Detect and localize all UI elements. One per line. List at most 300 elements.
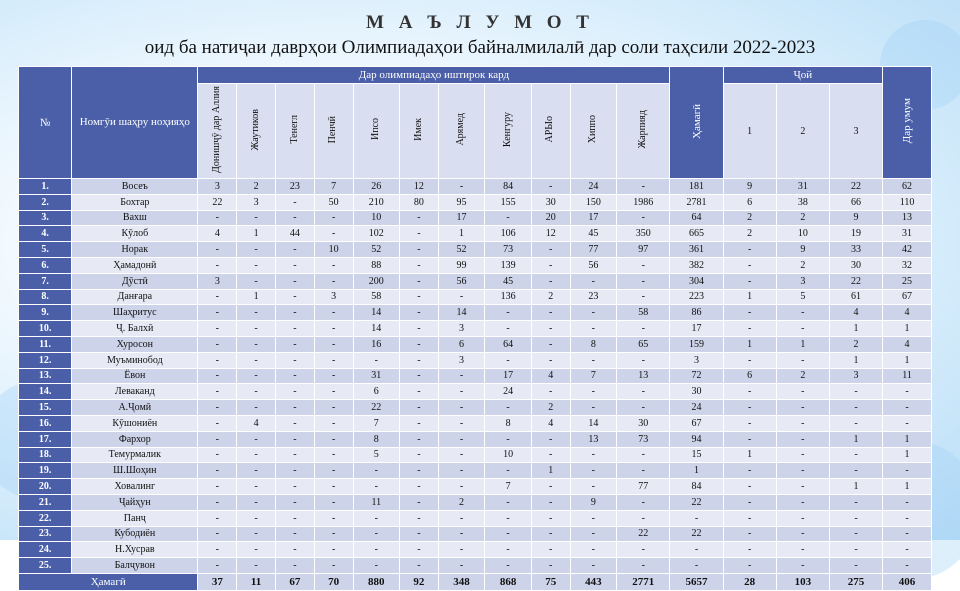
row-total: 72	[670, 368, 723, 384]
district-name: Балҷувон	[72, 558, 198, 574]
district-name: Н.Хусрав	[72, 542, 198, 558]
olympiad-count: 77	[570, 242, 617, 258]
olympiad-count: -	[237, 510, 276, 526]
olympiad-count: -	[531, 384, 570, 400]
olympiad-count: -	[275, 210, 314, 226]
row-total: 3	[670, 352, 723, 368]
olympiad-count: -	[438, 384, 485, 400]
olympiad-count: 52	[438, 242, 485, 258]
olympiad-count: -	[314, 273, 353, 289]
olympiad-count: 14	[353, 321, 400, 337]
olympiad-count: -	[570, 305, 617, 321]
olympiad-count: -	[198, 431, 237, 447]
row-total: -	[670, 542, 723, 558]
table-row	[19, 321, 932, 337]
footer-label: Ҳамагӣ	[19, 573, 198, 590]
olympiad-count: -	[353, 558, 400, 574]
place-count: 1	[829, 431, 882, 447]
olympiad-count: -	[485, 321, 532, 337]
olympiad-count: -	[400, 289, 439, 305]
olympiad-count: -	[198, 352, 237, 368]
olympiad-count: 64	[485, 336, 532, 352]
row-total: 361	[670, 242, 723, 258]
footer-cell: 880	[353, 573, 400, 590]
header-olympiad: Тенегл	[275, 84, 314, 179]
table-row	[19, 336, 932, 352]
olympiad-count: -	[275, 447, 314, 463]
place-sum: -	[883, 526, 932, 542]
olympiad-count: -	[617, 257, 670, 273]
olympiad-count: -	[531, 479, 570, 495]
district-name: Кубодиён	[72, 526, 198, 542]
olympiad-count: -	[198, 400, 237, 416]
place-count: -	[829, 400, 882, 416]
olympiad-count: -	[314, 463, 353, 479]
place-count: -	[829, 447, 882, 463]
place-sum: 62	[883, 179, 932, 195]
row-number: 6.	[19, 257, 72, 273]
olympiad-count: -	[531, 242, 570, 258]
olympiad-count: -	[198, 242, 237, 258]
place-count: 31	[776, 179, 829, 195]
olympiad-count: 44	[275, 226, 314, 242]
row-number: 16.	[19, 415, 72, 431]
olympiad-count: -	[400, 400, 439, 416]
row-number: 1.	[19, 179, 72, 195]
table-row	[19, 289, 932, 305]
place-sum: 4	[883, 305, 932, 321]
olympiad-count: 56	[570, 257, 617, 273]
olympiad-count: -	[275, 368, 314, 384]
place-count: 3	[776, 273, 829, 289]
olympiad-count: -	[438, 526, 485, 542]
olympiad-count: -	[198, 289, 237, 305]
olympiad-count: -	[531, 510, 570, 526]
header-place-total: Дар умум	[883, 67, 932, 179]
olympiad-count: -	[400, 305, 439, 321]
olympiad-count: -	[570, 321, 617, 337]
olympiad-count: -	[400, 415, 439, 431]
district-name: Ховалинг	[72, 479, 198, 495]
olympiad-count: -	[314, 510, 353, 526]
olympiad-count: -	[314, 384, 353, 400]
district-name: Норак	[72, 242, 198, 258]
olympiad-count: 1	[237, 226, 276, 242]
olympiad-count: -	[570, 479, 617, 495]
place-count: -	[776, 542, 829, 558]
row-number: 9.	[19, 305, 72, 321]
table-row	[19, 510, 932, 526]
olympiad-count: -	[531, 273, 570, 289]
place-count: 1	[829, 479, 882, 495]
olympiad-count: -	[314, 431, 353, 447]
olympiad-count: -	[531, 305, 570, 321]
olympiad-count: -	[198, 368, 237, 384]
olympiad-count: -	[400, 352, 439, 368]
footer-cell: 11	[237, 573, 276, 590]
olympiad-count: -	[400, 463, 439, 479]
olympiad-count: 10	[485, 447, 532, 463]
olympiad-count: -	[198, 494, 237, 510]
olympiad-count: 4	[531, 415, 570, 431]
table-row	[19, 384, 932, 400]
header-olympiad: Хиппо	[570, 84, 617, 179]
place-count: -	[723, 526, 776, 542]
row-number: 17.	[19, 431, 72, 447]
olympiad-count: -	[531, 257, 570, 273]
olympiad-count: 1986	[617, 194, 670, 210]
olympiad-count: -	[314, 415, 353, 431]
place-sum: 1	[883, 447, 932, 463]
olympiad-count: 24	[485, 384, 532, 400]
olympiad-count: -	[198, 384, 237, 400]
header-olympiad: Жаутиков	[237, 84, 276, 179]
olympiad-count: -	[570, 558, 617, 574]
place-count: -	[829, 510, 882, 526]
place-count: -	[776, 526, 829, 542]
row-total: 22	[670, 494, 723, 510]
olympiad-count: -	[237, 210, 276, 226]
row-number: 22.	[19, 510, 72, 526]
place-count: 2	[776, 210, 829, 226]
row-number: 18.	[19, 447, 72, 463]
header-olympiad: Донишҷӯ дар Аллия	[198, 84, 237, 179]
place-count: 1	[829, 321, 882, 337]
place-count: 1	[776, 336, 829, 352]
olympiad-count: -	[485, 510, 532, 526]
footer-cell: 67	[275, 573, 314, 590]
olympiad-count: -	[237, 542, 276, 558]
olympiad-count: -	[275, 194, 314, 210]
olympiad-count: -	[353, 463, 400, 479]
olympiad-count: 3	[198, 179, 237, 195]
district-name: Данғара	[72, 289, 198, 305]
table-row	[19, 194, 932, 210]
row-total: 159	[670, 336, 723, 352]
olympiad-count: -	[275, 384, 314, 400]
row-number: 19.	[19, 463, 72, 479]
olympiad-count: -	[275, 431, 314, 447]
olympiad-count: -	[400, 526, 439, 542]
place-sum: -	[883, 384, 932, 400]
district-name: Хуросон	[72, 336, 198, 352]
olympiad-count: -	[485, 400, 532, 416]
olympiad-count: 65	[617, 336, 670, 352]
olympiad-count: -	[438, 558, 485, 574]
olympiad-count: -	[353, 352, 400, 368]
olympiad-count: 97	[617, 242, 670, 258]
olympiad-count: -	[237, 384, 276, 400]
row-total: 64	[670, 210, 723, 226]
header-number: №	[19, 67, 72, 179]
olympiad-count: 7	[353, 415, 400, 431]
district-name: Ҷ. Балхӣ	[72, 321, 198, 337]
place-count: 1	[723, 447, 776, 463]
olympiad-count: 58	[617, 305, 670, 321]
olympiad-count: -	[485, 494, 532, 510]
olympiad-count: -	[275, 510, 314, 526]
district-name: Кӯлоб	[72, 226, 198, 242]
olympiad-count: 50	[314, 194, 353, 210]
olympiad-count: -	[198, 336, 237, 352]
header-place: Ҷой	[723, 67, 883, 84]
olympiad-count: -	[275, 542, 314, 558]
olympiad-count: 2	[531, 400, 570, 416]
place-count: -	[829, 558, 882, 574]
place-count: 10	[776, 226, 829, 242]
olympiad-count: 350	[617, 226, 670, 242]
place-count: -	[776, 305, 829, 321]
row-total: 1	[670, 463, 723, 479]
header-olympiad: Жарпияд	[617, 84, 670, 179]
olympiad-count: -	[400, 384, 439, 400]
row-total: 22	[670, 526, 723, 542]
place-count: -	[723, 510, 776, 526]
place-sum: 31	[883, 226, 932, 242]
olympiad-count: 23	[275, 179, 314, 195]
row-total: 84	[670, 479, 723, 495]
olympiad-count: 22	[353, 400, 400, 416]
place-sum: 110	[883, 194, 932, 210]
olympiad-count: 7	[570, 368, 617, 384]
olympiad-count: 1	[531, 463, 570, 479]
olympiad-count: 88	[353, 257, 400, 273]
olympiad-count: -	[198, 510, 237, 526]
olympiad-count: -	[237, 321, 276, 337]
olympiad-count: 14	[570, 415, 617, 431]
olympiad-count: -	[438, 179, 485, 195]
footer-cell: 70	[314, 573, 353, 590]
olympiad-count: -	[570, 273, 617, 289]
district-name: Панҷ	[72, 510, 198, 526]
place-count: 4	[829, 305, 882, 321]
district-name: А.Ҷомӣ	[72, 400, 198, 416]
row-number: 25.	[19, 558, 72, 574]
olympiad-count: 73	[485, 242, 532, 258]
row-total: 223	[670, 289, 723, 305]
olympiad-count: -	[531, 336, 570, 352]
olympiad-count: -	[198, 257, 237, 273]
table-row	[19, 415, 932, 431]
olympiad-count: -	[237, 368, 276, 384]
district-name: Вахш	[72, 210, 198, 226]
table-row	[19, 463, 932, 479]
olympiad-count: 8	[353, 431, 400, 447]
olympiad-count: 77	[617, 479, 670, 495]
footer-place: 28	[723, 573, 776, 590]
olympiad-count: 17	[438, 210, 485, 226]
place-count: 3	[829, 368, 882, 384]
row-total: 181	[670, 179, 723, 195]
olympiad-count: -	[531, 494, 570, 510]
footer-place: 275	[829, 573, 882, 590]
olympiad-count: -	[198, 321, 237, 337]
row-number: 8.	[19, 289, 72, 305]
district-name: Ш.Шоҳин	[72, 463, 198, 479]
olympiad-count: -	[400, 558, 439, 574]
olympiad-count: 22	[617, 526, 670, 542]
olympiad-count: -	[237, 305, 276, 321]
place-count: 6	[723, 194, 776, 210]
row-total: 382	[670, 257, 723, 273]
olympiad-count: -	[237, 242, 276, 258]
olympiad-count: -	[353, 526, 400, 542]
olympiad-count: -	[314, 210, 353, 226]
olympiad-count: 11	[353, 494, 400, 510]
olympiad-count: 7	[485, 479, 532, 495]
table-row	[19, 494, 932, 510]
table-row	[19, 352, 932, 368]
olympiad-count: -	[237, 257, 276, 273]
olympiad-count: -	[314, 542, 353, 558]
olympiad-count: 4	[198, 226, 237, 242]
olympiad-count: 30	[617, 415, 670, 431]
place-count: 9	[829, 210, 882, 226]
row-total: 2781	[670, 194, 723, 210]
table-row	[19, 542, 932, 558]
olympiad-count: -	[438, 510, 485, 526]
olympiad-count: 45	[485, 273, 532, 289]
olympiad-count: -	[485, 210, 532, 226]
olympiad-count: -	[617, 210, 670, 226]
place-count: -	[776, 463, 829, 479]
place-count: 2	[829, 336, 882, 352]
olympiad-count: 84	[485, 179, 532, 195]
olympiad-count: 155	[485, 194, 532, 210]
olympiad-count: -	[198, 526, 237, 542]
header-olympiad: Ипсо	[353, 84, 400, 179]
row-number: 24.	[19, 542, 72, 558]
olympiad-count: 13	[617, 368, 670, 384]
place-count: -	[723, 321, 776, 337]
olympiad-count: -	[485, 558, 532, 574]
olympiad-count: -	[237, 526, 276, 542]
footer-cell: 75	[531, 573, 570, 590]
row-total: 665	[670, 226, 723, 242]
place-sum: -	[883, 415, 932, 431]
place-sum: 13	[883, 210, 932, 226]
place-count: -	[723, 558, 776, 574]
place-count: -	[723, 431, 776, 447]
table-row	[19, 226, 932, 242]
place-count: 9	[776, 242, 829, 258]
district-name: Восеъ	[72, 179, 198, 195]
place-sum: 4	[883, 336, 932, 352]
olympiad-count: 95	[438, 194, 485, 210]
district-name: Ҷайҳун	[72, 494, 198, 510]
footer-cell: 2771	[617, 573, 670, 590]
olympiad-count: -	[275, 242, 314, 258]
table-row	[19, 479, 932, 495]
olympiad-count: -	[617, 463, 670, 479]
table-row	[19, 368, 932, 384]
olympiad-count: -	[617, 384, 670, 400]
row-number: 15.	[19, 400, 72, 416]
place-count: -	[776, 384, 829, 400]
row-total: 24	[670, 400, 723, 416]
olympiad-count: -	[485, 352, 532, 368]
place-count: -	[829, 384, 882, 400]
olympiad-count: -	[237, 558, 276, 574]
table-row	[19, 210, 932, 226]
olympiad-count: 200	[353, 273, 400, 289]
olympiad-count: -	[198, 542, 237, 558]
olympiad-count: -	[438, 479, 485, 495]
olympiad-count: -	[617, 179, 670, 195]
olympiad-count: -	[314, 526, 353, 542]
olympiad-count: -	[314, 305, 353, 321]
place-count: -	[776, 494, 829, 510]
olympiad-count: -	[275, 273, 314, 289]
row-total: 30	[670, 384, 723, 400]
olympiad-count: 7	[314, 179, 353, 195]
olympiad-count: -	[617, 289, 670, 305]
table-body	[19, 179, 932, 574]
olympiad-count: -	[198, 479, 237, 495]
olympiad-count: 3	[314, 289, 353, 305]
district-name: Ёвон	[72, 368, 198, 384]
olympiad-count: 3	[438, 352, 485, 368]
olympiad-count: -	[570, 463, 617, 479]
place-sum: 67	[883, 289, 932, 305]
place-count: -	[776, 400, 829, 416]
table-row	[19, 257, 932, 273]
place-count: 22	[829, 273, 882, 289]
place-count: -	[776, 321, 829, 337]
place-count: -	[723, 479, 776, 495]
place-sum: 1	[883, 321, 932, 337]
olympiad-count: -	[617, 321, 670, 337]
olympiad-count: 106	[485, 226, 532, 242]
row-number: 13.	[19, 368, 72, 384]
olympiad-count: -	[400, 321, 439, 337]
olympiad-count: -	[314, 257, 353, 273]
place-count: -	[723, 273, 776, 289]
olympiad-count: 56	[438, 273, 485, 289]
row-number: 23.	[19, 526, 72, 542]
place-count: -	[723, 384, 776, 400]
olympiad-count: 6	[438, 336, 485, 352]
olympiad-count: -	[531, 447, 570, 463]
olympiad-count: -	[485, 542, 532, 558]
olympiad-count: 150	[570, 194, 617, 210]
olympiad-count: 10	[353, 210, 400, 226]
olympiad-count: -	[314, 226, 353, 242]
olympiad-count: -	[400, 542, 439, 558]
olympiad-count: -	[400, 242, 439, 258]
olympiad-count: -	[198, 305, 237, 321]
olympiad-count: -	[531, 526, 570, 542]
olympiad-count: 8	[485, 415, 532, 431]
district-name: Дӯстӣ	[72, 273, 198, 289]
olympiad-count: 102	[353, 226, 400, 242]
olympiad-count: -	[485, 431, 532, 447]
place-count: 22	[829, 179, 882, 195]
olympiad-count: 2	[237, 179, 276, 195]
footer-cell: 868	[485, 573, 532, 590]
olympiad-count: 139	[485, 257, 532, 273]
olympiad-count: -	[275, 526, 314, 542]
place-count: -	[776, 510, 829, 526]
place-count: -	[723, 415, 776, 431]
place-count: 5	[776, 289, 829, 305]
olympiad-count: -	[400, 210, 439, 226]
district-name: Ҳамадонӣ	[72, 257, 198, 273]
row-number: 2.	[19, 194, 72, 210]
page-subtitle: оид ба натиҷаи даврҳои Олимпиадаҳои байналмилалӣ дар соли таҳсили 2022-2023	[144, 37, 816, 58]
header-olympiad: Пенчӣ	[314, 84, 353, 179]
olympiad-count: 12	[531, 226, 570, 242]
